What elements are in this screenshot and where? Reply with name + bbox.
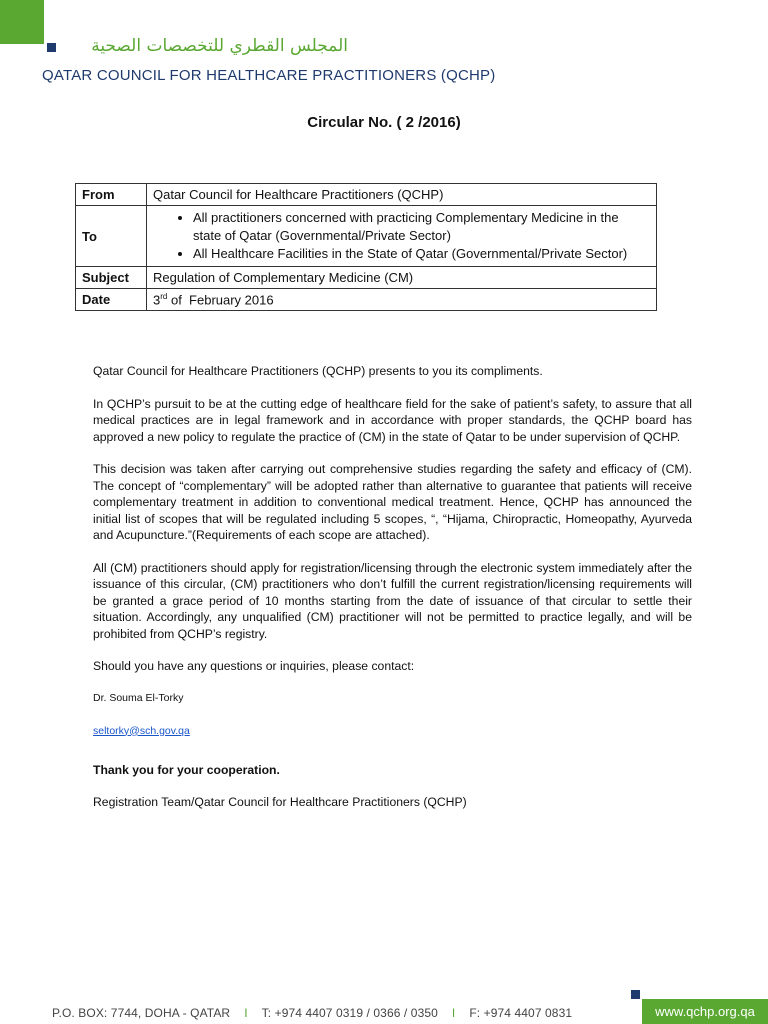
logo-arabic-text: المجلس القطري للتخصصات الصحية [91, 36, 348, 56]
paragraph-registration: All (CM) practitioners should apply for registration/licensing through the electronic system immediately after the issuance of this circular, (CM) practitioners who don’t fulfill the current registration/licensing requirements will be granted a grace period of 10 months starting from the date of issuance of that circular to settle their situation. Accordingly, any unqualified (CM) practitioner will not be permitted to practice legally, and will be prohibited from QCHP’s registry. [93, 560, 692, 641]
from-label: From [76, 184, 147, 206]
paragraph-compliments: Qatar Council for Healthcare Practitioners (QCHP) presents to you its compliments. [93, 364, 543, 378]
memo-row-date [76, 289, 657, 311]
memo-table [75, 183, 657, 311]
contact-intro: Should you have any questions or inquiries, please contact: [93, 659, 415, 673]
circular-title: Circular No. ( 2 /2016) [307, 114, 461, 131]
logo-english-text: QATAR COUNCIL FOR HEALTHCARE PRACTITIONERS (QCHP) [42, 67, 496, 84]
contact-name: Dr. Souma El-Torky [93, 691, 184, 704]
to-item-facilities: • All Healthcare Facilities in the State of Qatar (Governmental/Private Sector) [193, 245, 650, 263]
date-ordinal-suffix: rd [160, 292, 168, 301]
date-day: 3 [153, 292, 161, 308]
letter-body [93, 363, 692, 827]
signature-line: Registration Team/Qatar Council for Healthcare Practitioners (QCHP) [93, 795, 467, 809]
to-label: To [76, 206, 147, 267]
thanks-line: Thank you for your cooperation. [93, 762, 280, 777]
footer-navy-square [631, 990, 640, 999]
to-item-practitioners: • All practitioners concerned with practicing Complementary Medicine in the state of Qatar (Governmental/Private Sector) [193, 209, 650, 245]
memo-row-to [76, 206, 657, 267]
footer-contact-bar [52, 1006, 572, 1020]
brand-green-square [0, 0, 44, 44]
from-value: Qatar Council for Healthcare Practitioners (QCHP) [147, 184, 657, 206]
date-value [147, 289, 657, 311]
subject-label: Subject [76, 267, 147, 289]
date-month-year: of February 2016 [167, 292, 274, 308]
brand-navy-square [47, 43, 56, 52]
paragraph-decision: This decision was taken after carrying out comprehensive studies regarding the safety and efficacy of (CM). The concept of “complementary” will be adopted rather than alternative to guarantee that patients will receive complementary treatment in addition to conventional medical treatment. Hence, QCHP has announced the initial list of scopes that will be regulated including 5 scopes, “, “Hijama, Chiropractic, Homeopathy, Ayurveda and Acupuncture.”(Requirements of each scope are attached). [93, 462, 692, 542]
to-list [153, 209, 650, 263]
footer-fax: F: +974 4407 0831 [469, 1006, 573, 1020]
paragraph-policy: In QCHP’s pursuit to be at the cutting edge of healthcare field for the sake of patient’s safety, to assure that all medical practices are in legal framework and in accordance with proper standards, the QCHP board has approved a new policy to regulate the practice of (CM) in the state of Qatar to be under supervision of QCHP. [93, 396, 692, 444]
footer-po-box: P.O. BOX: 7744, DOHA - QATAR [52, 1006, 231, 1020]
footer-website-link[interactable]: www.qchp.org.qa [642, 999, 768, 1024]
footer-separator: I [244, 1006, 248, 1020]
memo-row-from [76, 184, 657, 206]
to-value [147, 206, 657, 267]
date-label: Date [76, 289, 147, 311]
footer-phone: T: +974 4407 0319 / 0366 / 0350 [261, 1006, 438, 1020]
contact-email-link[interactable]: seltorky@sch.gov.qa [93, 724, 190, 737]
footer-separator: I [451, 1006, 456, 1020]
memo-row-subject [76, 267, 657, 289]
subject-value: Regulation of Complementary Medicine (CM) [147, 267, 657, 289]
